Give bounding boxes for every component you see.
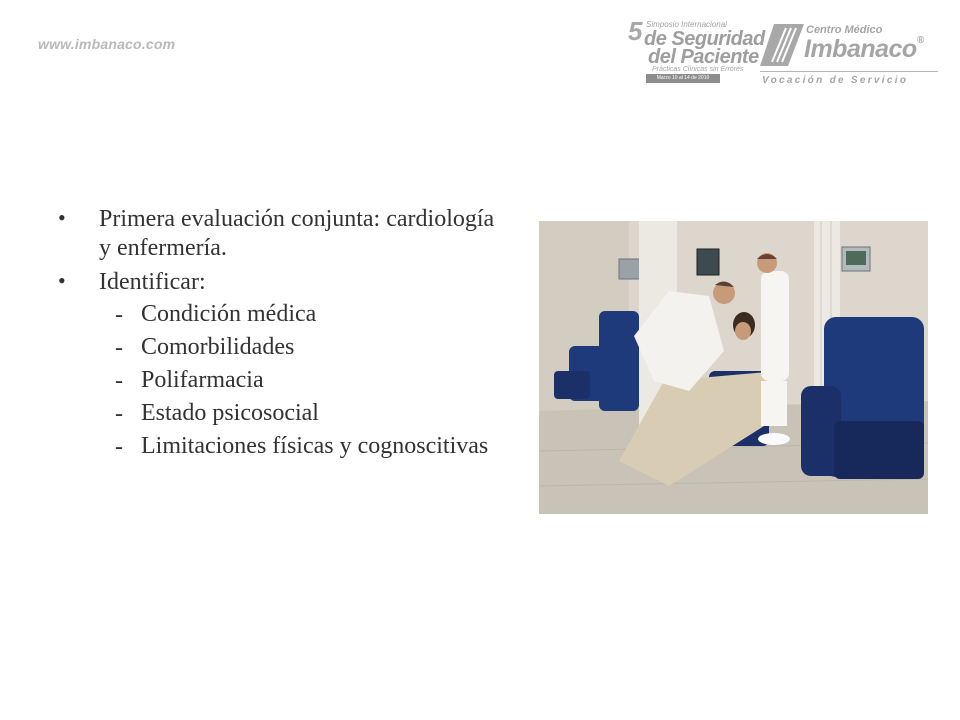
slide-content xyxy=(58,200,498,460)
dash-marker: - xyxy=(115,433,123,460)
bullet-dot: • xyxy=(58,205,66,230)
bullet-item xyxy=(58,263,498,297)
symposium-line3: del Paciente xyxy=(648,46,759,68)
brand-name: Imbanaco® xyxy=(804,35,924,63)
dash-marker: - xyxy=(115,367,123,394)
clinic-scene-image xyxy=(539,221,928,514)
symposium-line4: Prácticas Clínicas sin Errores xyxy=(652,66,744,73)
sub-item xyxy=(58,395,498,428)
brand-divider xyxy=(760,71,938,72)
symposium-line1: Simposio Internacional xyxy=(646,20,727,29)
brand-slogan: Vocación de Servicio xyxy=(762,75,909,86)
sub-item xyxy=(58,362,498,395)
sub-item xyxy=(58,296,498,329)
url-label: www.imbanaco.com xyxy=(38,36,176,52)
sub-item-text: Condición médica xyxy=(141,301,317,328)
sub-item xyxy=(58,329,498,362)
dash-marker: - xyxy=(115,335,123,362)
bullet-dot: • xyxy=(58,267,66,293)
symposium-line2: de Seguridad xyxy=(644,28,765,50)
symposium-number: 5 xyxy=(628,16,643,46)
imbanaco-logo xyxy=(760,22,940,92)
sub-item-text: Polifarmacia xyxy=(141,366,264,393)
sub-item-text: Limitaciones físicas y cognoscitivas xyxy=(141,432,489,459)
bullet-list xyxy=(58,200,498,460)
symposium-date: Marzo 10 al 14 de 2010 xyxy=(646,74,720,83)
dash-marker: - xyxy=(115,400,123,427)
bullet-text: Primera evaluación conjunta: cardiología y enfermería. xyxy=(99,206,495,261)
bullet-item xyxy=(58,200,498,263)
bullet-text: Identificar: xyxy=(99,268,206,295)
sub-item-text: Estado psicosocial xyxy=(141,399,319,426)
clinic-photo xyxy=(539,221,928,514)
sub-item xyxy=(58,428,498,461)
sub-item-text: Comorbilidades xyxy=(141,334,295,361)
dash-marker: - xyxy=(115,302,123,329)
symposium-logo xyxy=(626,16,765,86)
brand-subtitle: Centro Médico xyxy=(806,24,883,36)
imbanaco-mark-icon xyxy=(760,22,804,68)
